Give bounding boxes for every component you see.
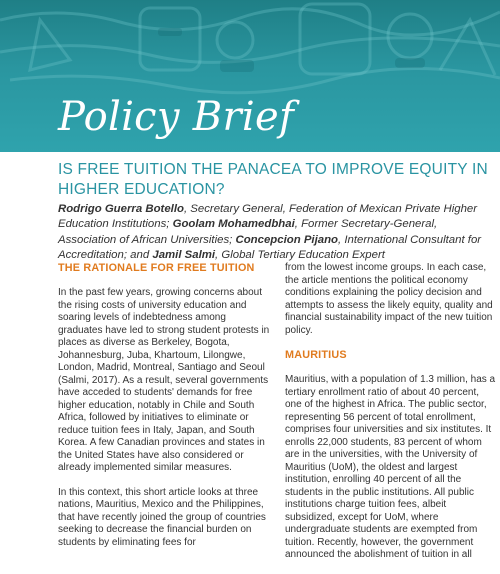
body-paragraph: from the lowest income groups. In each case, the article mentions the political economy conditions explaining the policy decision and attempts to assess the likely equity, quality and financial sustainability impact of the new tuition policy. [285,262,493,336]
header-banner [0,0,500,152]
right-column [285,262,497,574]
page-title: Policy Brief [58,94,295,140]
author-name: Concepcion Pijano [235,233,338,246]
authors-line [58,202,498,264]
body-paragraph: Mauritius, with a population of 1.3 million, has a tertiary enrollment ratio of about 40 percent, one of the highest in Africa. The public sector, representing 56 percent of total enrollment, comprises four universities and six institutes. It enrolls 22,000 students, 83 percent of whom are in the universities, with the University of Mauritius (UoM), the oldest and largest institution, enrolling 40 percent of all the students in the public institutions. All public institutions charge tuition fees, albeit subsidized, except for UoM, where undergraduate students are exempted from tuition. Recently, however, the government announced the abolishment of tuition in all [285,374,496,560]
author-role: , Former Secretary-General, Association of African Universities; [58,218,438,246]
brief-question: IS FREE TUITION THE PANACEA TO IMPROVE EQUITY IN HIGHER EDUCATION? [58,161,488,198]
author-name: Rodrigo Guerra Botello [58,203,184,215]
author-name: Goolam Mohamedbhai [172,218,295,231]
section-heading-rationale: THE RATIONALE FOR FREE TUITION [58,262,255,274]
author-role: , Global Tertiary Education Expert [215,249,385,262]
author-role: , International Consultant for Accreditation; and [58,233,482,262]
author-name: Jamil Salmi [152,249,216,262]
author-role: , Secretary General, Federation of Mexican Private Higher Education Institutions; [58,203,478,231]
section-heading-mauritius: MAURITIUS [285,349,347,361]
left-column [58,262,270,561]
body-paragraph: In this context, this short article looks at three nations, Mauritius, Mexico and the Philippines, that have recently joined the group of countries seeking to decrease the financial burden on students by eliminating fees for [58,486,266,548]
body-paragraph: In the past few years, growing concerns about the rising costs of university education and soaring levels of indebtedness among graduates have led to strong student protests in places as diverse as Berkeley, Bogota, Johannesburg, Juba, Khartoum, Lilongwe, London, Madrid, Montreal, Santiago and Seoul (Salmi, 2017). As a result, several governments have acceded to students' demands for free higher education, notably in Chile and South Africa, followed by initiatives to eliminate or reduce tuition fees in Italy, Japan, and South Korea. A few Canadian provinces and states in the United States have also considered or already implemented similar measures. [58,287,270,473]
